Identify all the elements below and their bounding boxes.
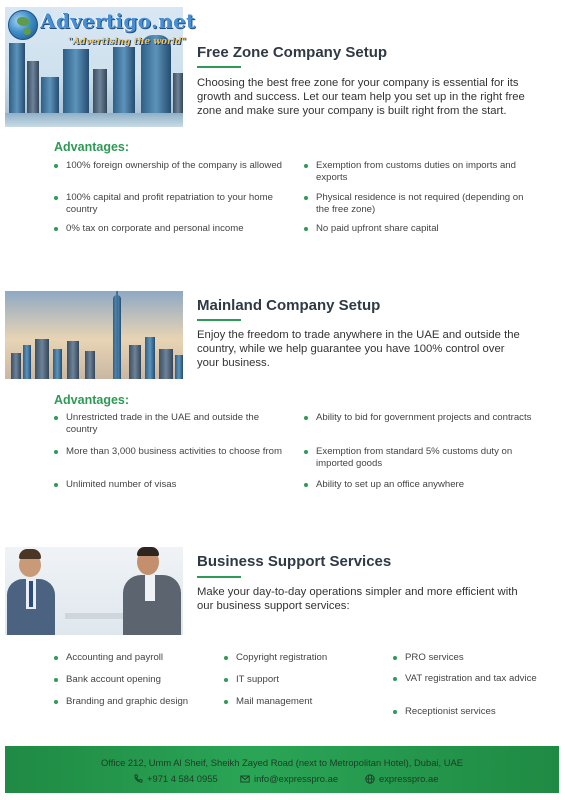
- list-item: PRO services: [393, 652, 543, 664]
- list-item: Receptionist services: [393, 706, 543, 718]
- list-item: 0% tax on corporate and personal income: [54, 223, 284, 235]
- list-item: Exemption from customs duties on imports and exports: [304, 160, 534, 183]
- section-title-business-support: Business Support Services: [197, 553, 392, 570]
- list-item: Unlimited number of visas: [54, 479, 284, 491]
- watermark-logo: [6, 6, 196, 50]
- globe-logo-icon: [8, 10, 38, 40]
- list-item: Ability to bid for government projects and contracts: [304, 412, 534, 424]
- footer-email[interactable]: info@expresspro.ae: [240, 773, 338, 784]
- list-item: Accounting and payroll: [54, 652, 204, 664]
- watermark-tagline: "Advertising the world": [68, 37, 187, 47]
- contact-footer: [5, 746, 559, 793]
- list-item: Mail management: [224, 696, 374, 708]
- globe-icon: [365, 774, 375, 784]
- business-people-image: [5, 547, 183, 635]
- list-item: No paid upfront share capital: [304, 223, 534, 235]
- watermark-title: Advertigo.net: [40, 9, 196, 33]
- list-item: VAT registration and tax advice: [393, 673, 543, 685]
- footer-address: Office 212, Umm Al Sheif, Sheikh Zayed Road (next to Metropolitan Hotel), Dubai, UAE: [101, 757, 463, 768]
- mail-icon: [240, 774, 250, 784]
- list-item: 100% foreign ownership of the company is allowed: [54, 160, 284, 172]
- section-intro-mainland: Enjoy the freedom to trade anywhere in the UAE and outside the country, while we help guarantee you have 100% control over your business.: [197, 329, 520, 369]
- advantages-heading: Advantages:: [54, 393, 130, 407]
- section-title-mainland: Mainland Company Setup: [197, 297, 381, 314]
- title-underline: [197, 576, 241, 578]
- list-item: Physical residence is not required (depending on the free zone): [304, 192, 534, 215]
- footer-phone[interactable]: +971 4 584 0955: [133, 773, 218, 784]
- list-item: 100% capital and profit repatriation to your home country: [54, 192, 284, 215]
- section-intro-business-support: Make your day-to-day operations simpler and more efficient with our business support services:: [197, 586, 518, 612]
- phone-icon: [133, 774, 143, 784]
- footer-website[interactable]: expresspro.ae: [365, 773, 438, 784]
- list-item: Branding and graphic design: [54, 696, 204, 708]
- section-title-free-zone: Free Zone Company Setup: [197, 44, 388, 61]
- list-item: Unrestricted trade in the UAE and outside the country: [54, 412, 284, 435]
- title-underline: [197, 319, 241, 321]
- advantages-heading: Advantages:: [54, 140, 130, 154]
- mainland-skyline-image: [5, 291, 183, 379]
- list-item: Exemption from standard 5% customs duty on imported goods: [304, 446, 534, 469]
- section-intro-free-zone: Choosing the best free zone for your company is essential for its growth and success. Let our team help you set up in the right free zone and make sure your company is built right from the start.: [197, 77, 525, 117]
- title-underline: [197, 66, 241, 68]
- list-item: IT support: [224, 674, 374, 686]
- list-item: Ability to set up an office anywhere: [304, 479, 534, 491]
- list-item: Bank account opening: [54, 674, 204, 686]
- list-item: Copyright registration: [224, 652, 374, 664]
- list-item: More than 3,000 business activities to choose from: [54, 446, 284, 458]
